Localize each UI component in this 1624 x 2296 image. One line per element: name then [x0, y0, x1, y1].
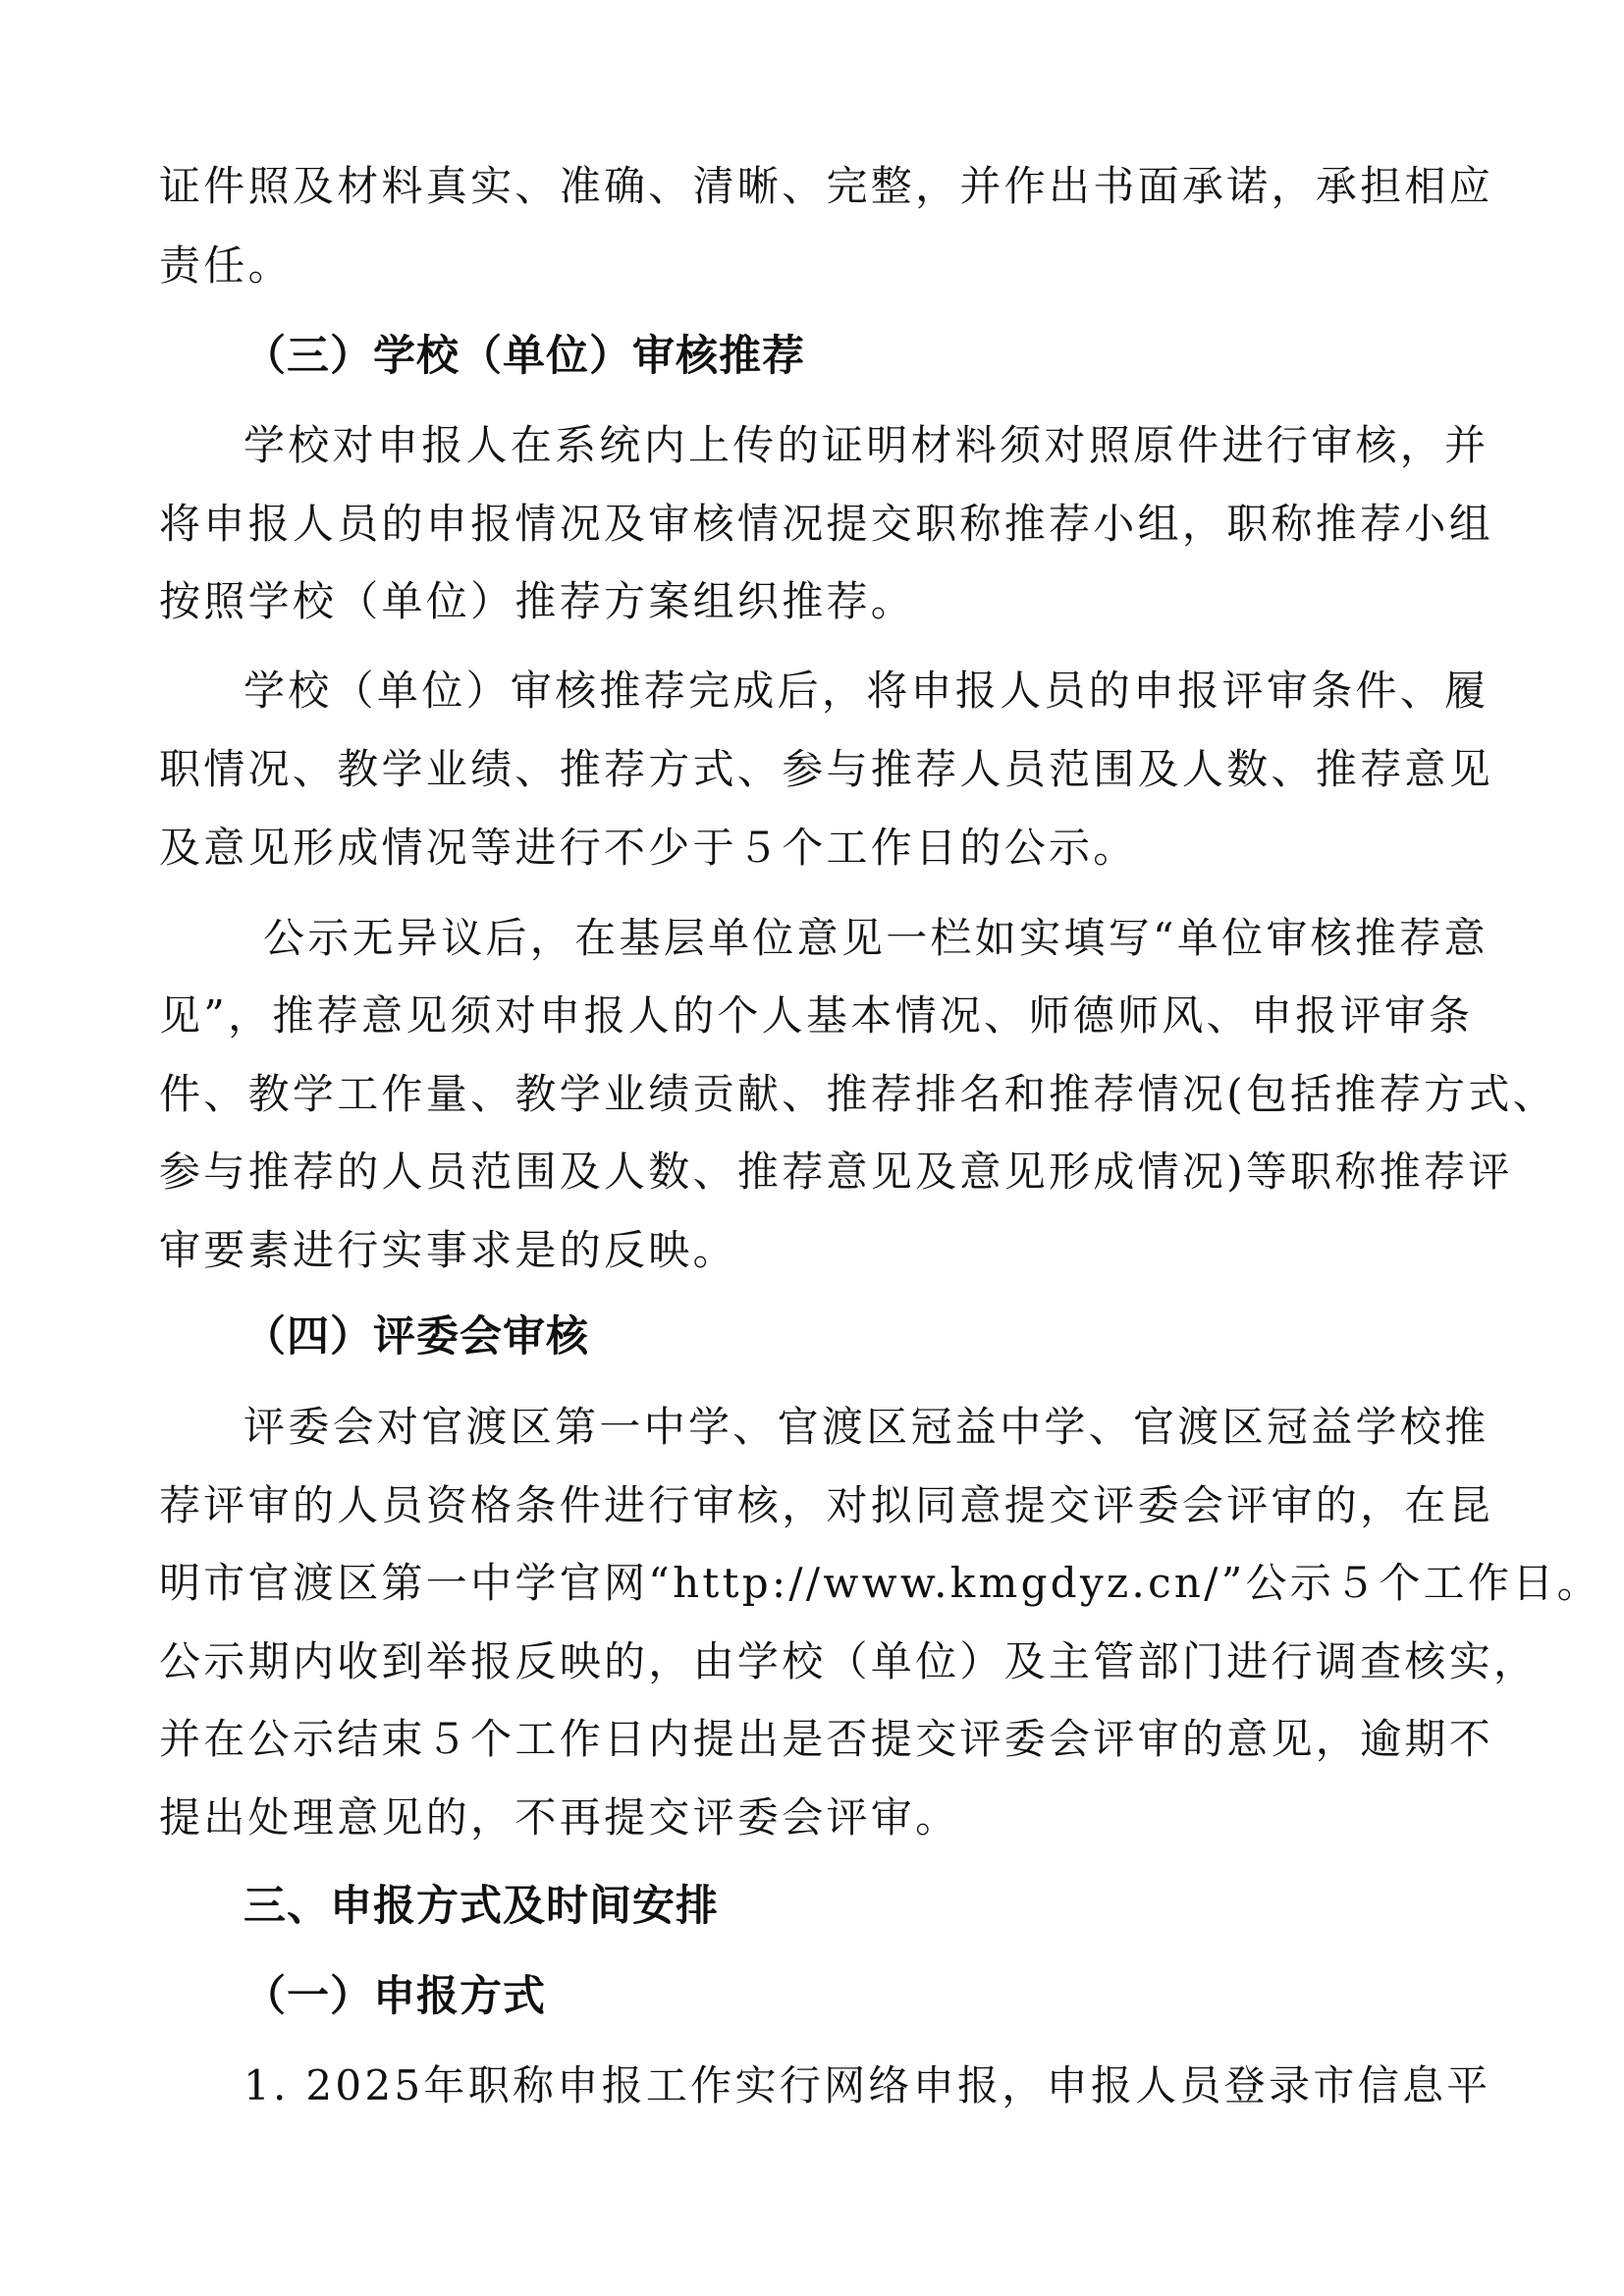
paragraph-line: 件、教学工作量、教学业绩贡献、推荐排名和推荐情况(包括推荐方式、 — [159, 1070, 1557, 1118]
paragraph-line: 1. 2025年职称申报工作实行网络申报，申报人员登录市信息平 — [244, 2061, 1491, 2109]
paragraph-line: 证件照及材料真实、准确、清晰、完整，并作出书面承诺，承担相应 — [159, 162, 1494, 210]
paragraph-line: 学校（单位）审核推荐完成后，将申报人员的申报评审条件、履 — [244, 667, 1489, 715]
paragraph-line: 公示期内收到举报反映的，由学校（单位）及主管部门进行调查核实， — [159, 1637, 1539, 1685]
paragraph-line: 责任。 — [159, 241, 293, 290]
section-heading-4: （四）评委会审核 — [244, 1312, 589, 1362]
paragraph-line: 职情况、教学业绩、推荐方式、参与推荐人员范围及人数、推荐意见 — [159, 745, 1494, 793]
paragraph-line: 将申报人员的申报情况及审核情况提交职称推荐小组，职称推荐小组 — [159, 500, 1494, 548]
paragraph-line: 评委会对官渡区第一中学、官渡区冠益中学、官渡区冠益学校推 — [244, 1403, 1489, 1451]
paragraph-line: 审要素进行实事求是的反映。 — [159, 1226, 737, 1274]
section-heading-1: （一）申报方式 — [244, 1972, 546, 2021]
chapter-heading-3: 三、申报方式及时间安排 — [244, 1882, 719, 1931]
section-heading-3: （三）学校（单位）审核推荐 — [244, 332, 805, 381]
paragraph-line: 参与推荐的人员范围及人数、推荐意见及意见形成情况)等职称推荐评 — [159, 1148, 1513, 1196]
paragraph-line: 公示无异议后，在基层单位意见一栏如实填写“单位审核推荐意 — [263, 914, 1489, 962]
paragraph-line: 荐评审的人员资格条件进行审核，对拟同意提交评委会评审的，在昆 — [159, 1481, 1494, 1529]
paragraph-line: 按照学校（单位）推荐方案组织推荐。 — [159, 577, 916, 625]
paragraph-line: 见”，推荐意见须对申报人的个人基本情况、师德师风、申报评审条 — [159, 991, 1474, 1040]
paragraph-line: 提出处理意见的，不再提交评委会评审。 — [159, 1793, 960, 1842]
paragraph-line: 及意见形成情况等进行不少于５个工作日的公示。 — [159, 824, 1138, 872]
paragraph-line: 并在公示结束５个工作日内提出是否提交评委会评审的意见，逾期不 — [159, 1715, 1494, 1763]
paragraph-line: 学校对申报人在系统内上传的证明材料须对照原件进行审核，并 — [244, 421, 1489, 469]
paragraph-line: 明市官渡区第一中学官网“http://www.kmgdyz.cn/”公示５个工作日。 — [159, 1559, 1601, 1607]
